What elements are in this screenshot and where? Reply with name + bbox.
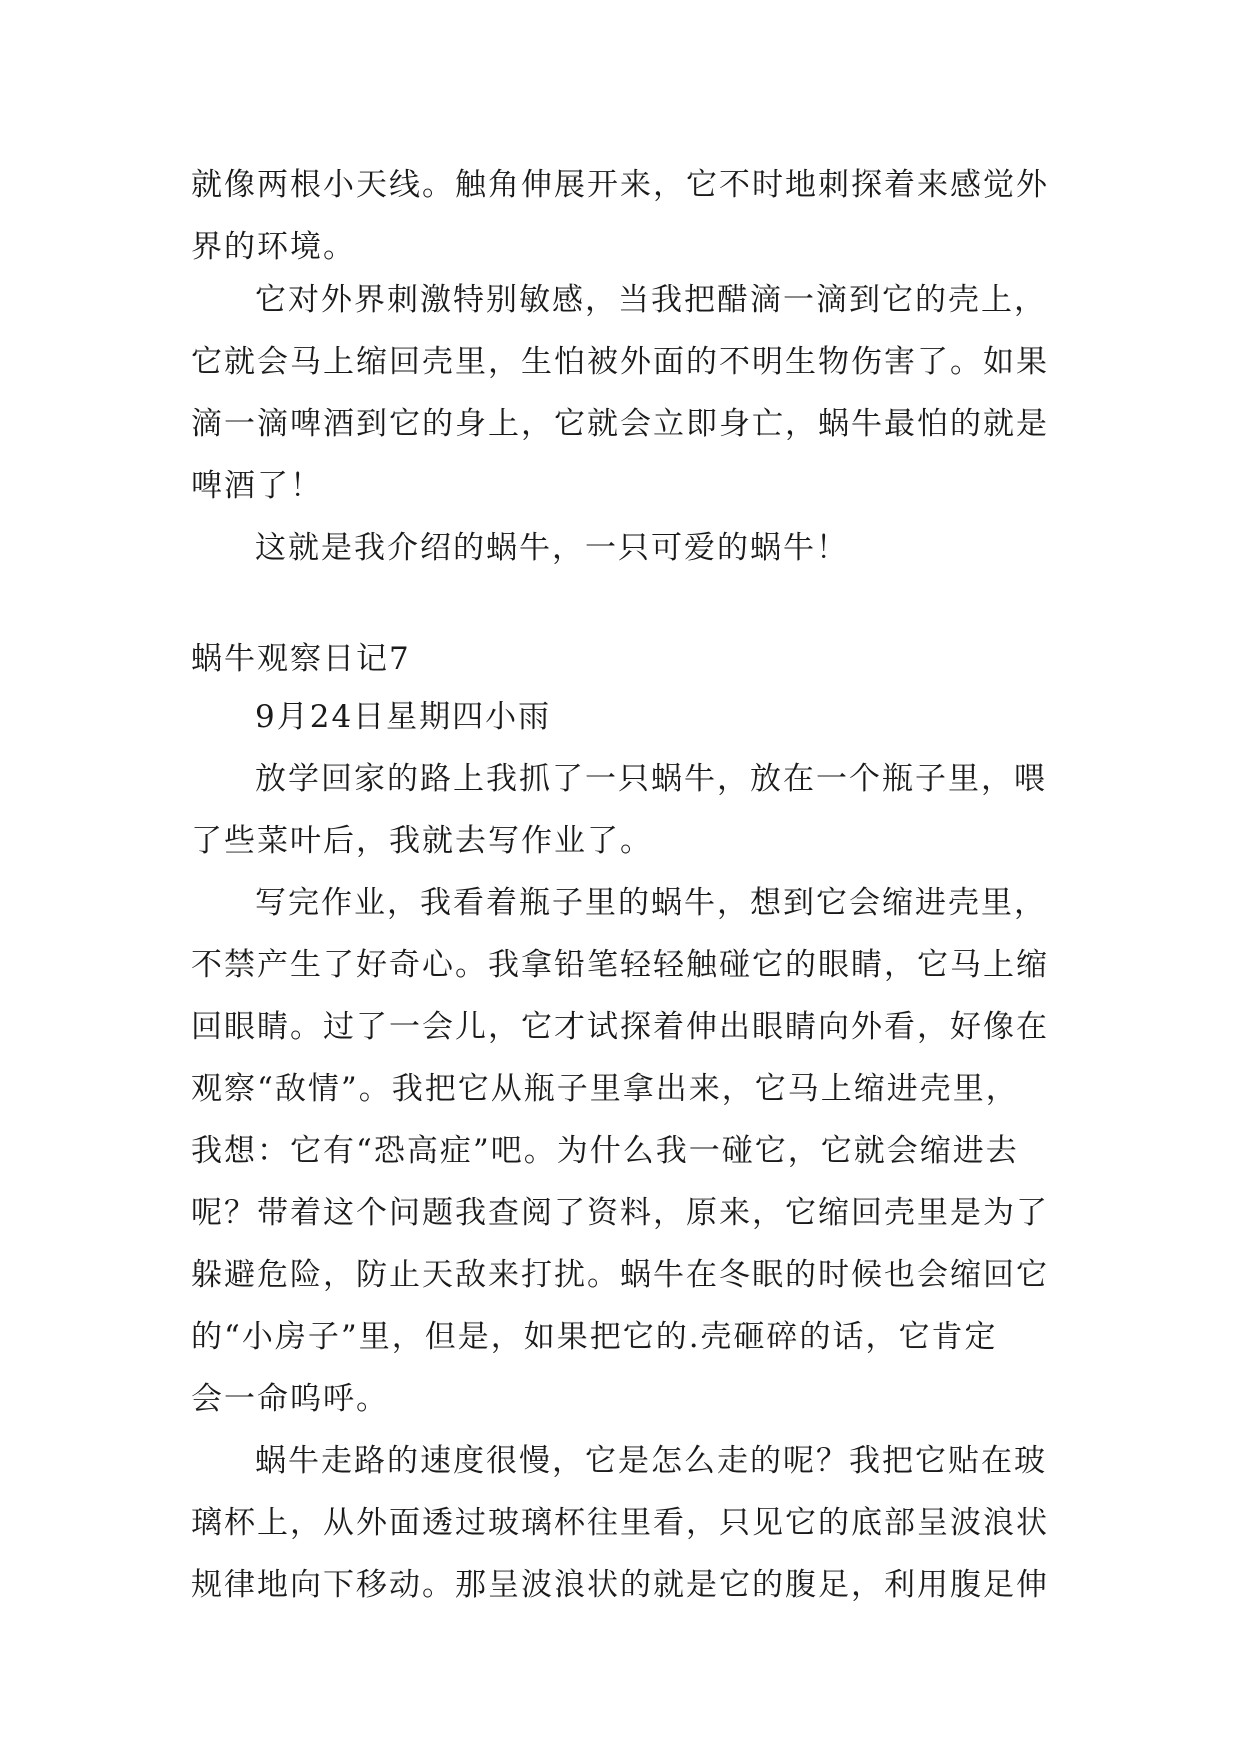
text-line: 璃杯上，从外面透过玻璃杯往里看，只见它的底部呈波浪状 xyxy=(191,1505,1049,1541)
text-line: 蜗牛走路的速度很慢，它是怎么走的呢？我把它贴在玻 xyxy=(255,1443,1047,1479)
text-line: 呢？带着这个问题我查阅了资料，原来，它缩回壳里是为了 xyxy=(191,1195,1049,1231)
diary-date: 9月24日星期四小雨 xyxy=(255,699,552,735)
text-line: 它就会马上缩回壳里，生怕被外面的不明生物伤害了。如果 xyxy=(191,344,1049,380)
text-line: 放学回家的路上我抓了一只蜗牛，放在一个瓶子里，喂 xyxy=(255,761,1047,797)
text-line: 我想：它有“恐高症”吧。为什么我一碰它，它就会缩进去 xyxy=(191,1133,1019,1169)
diary-entry xyxy=(191,686,1071,1616)
paragraph-antennae xyxy=(191,154,1071,278)
text-line: 它对外界刺激特别敏感，当我把醋滴一滴到它的壳上， xyxy=(255,282,1047,318)
section-title xyxy=(191,628,1071,690)
text-line: 啤酒了！ xyxy=(191,468,323,504)
text-line: 规律地向下移动。那呈波浪状的就是它的腹足，利用腹足伸 xyxy=(191,1567,1049,1603)
text-line: 会一命呜呼。 xyxy=(191,1381,389,1417)
text-line: 了些菜叶后，我就去写作业了。 xyxy=(191,823,653,859)
text-line: 写完作业，我看着瓶子里的蜗牛，想到它会缩进壳里， xyxy=(255,885,1047,921)
text-line: 不禁产生了好奇心。我拿铅笔轻轻触碰它的眼睛，它马上缩 xyxy=(191,947,1049,983)
text-line: 界的环境。 xyxy=(191,229,356,265)
text-line: 这就是我介绍的蜗牛，一只可爱的蜗牛！ xyxy=(255,530,849,566)
text-line: 躲避危险，防止天敌来打扰。蜗牛在冬眠的时候也会缩回它 xyxy=(191,1257,1049,1293)
paragraph-sensitivity xyxy=(191,269,1071,579)
text-line: 回眼睛。过了一会儿，它才试探着伸出眼睛向外看，好像在 xyxy=(191,1009,1049,1045)
text-line: 观察“敌情”。我把它从瓶子里拿出来，它马上缩进壳里， xyxy=(191,1071,1019,1107)
text-line: 的“小房子”里，但是，如果把它的.壳砸碎的话，它肯定 xyxy=(191,1319,998,1355)
text-line: 滴一滴啤酒到它的身上，它就会立即身亡，蜗牛最怕的就是 xyxy=(191,406,1049,442)
section-heading: 蜗牛观察日记7 xyxy=(191,641,411,677)
text-line: 就像两根小天线。触角伸展开来，它不时地刺探着来感觉外 xyxy=(191,167,1049,203)
